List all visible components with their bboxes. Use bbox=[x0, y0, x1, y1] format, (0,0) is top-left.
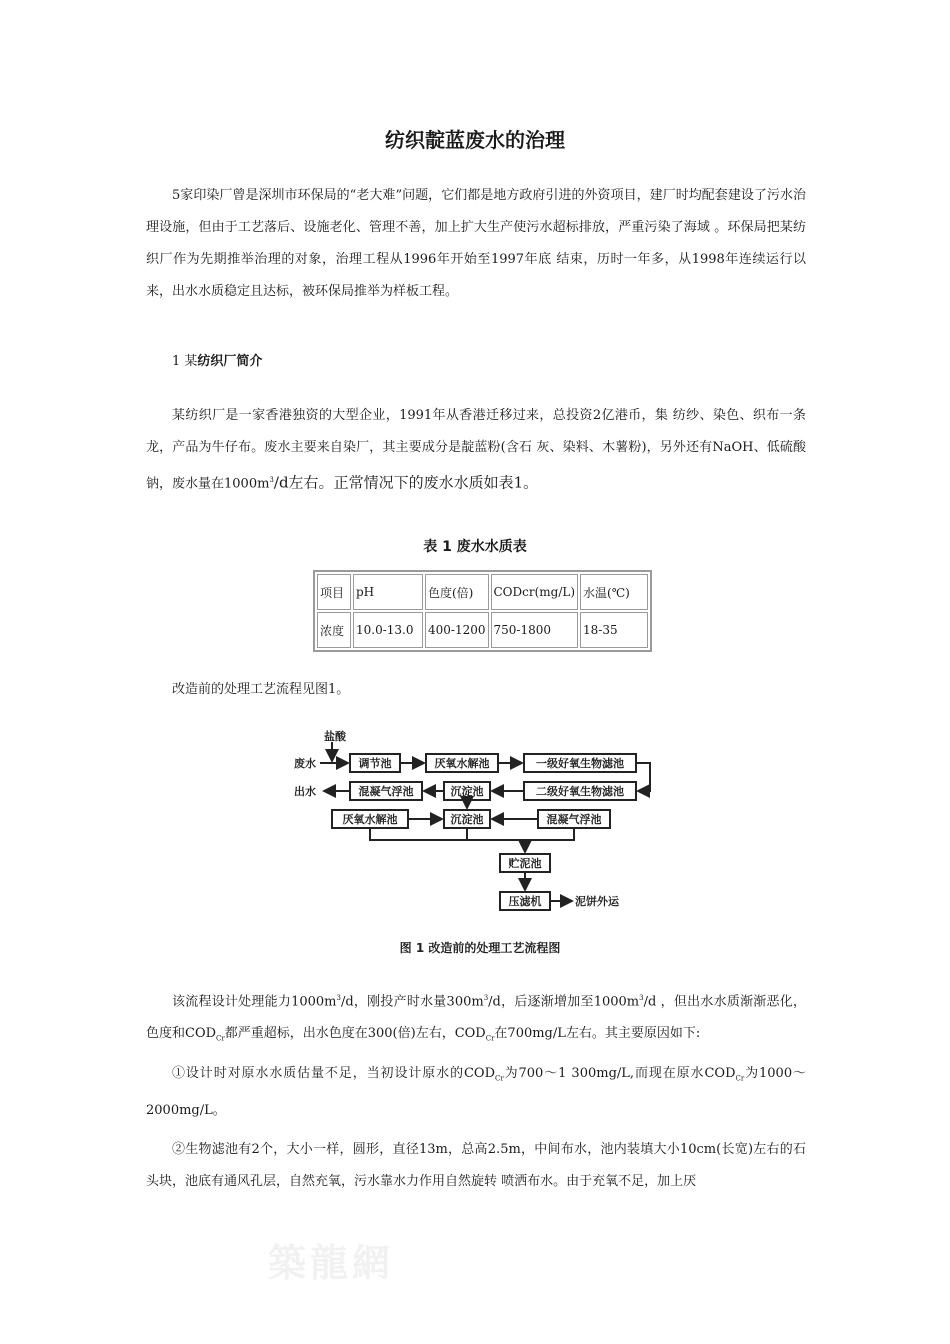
superscript: 3 bbox=[269, 476, 274, 484]
table-cell: 10.0-13.0 bbox=[353, 612, 423, 648]
water-quality-table bbox=[313, 570, 652, 652]
text-run: 为700～1 300mg/L,而现在原水COD bbox=[503, 1066, 736, 1081]
factory-paragraph bbox=[146, 400, 806, 500]
diagram-label: 一级好氧生物滤池 bbox=[536, 757, 624, 770]
diagram-label: 废水 bbox=[294, 757, 316, 770]
table-cell: 400-1200 bbox=[425, 612, 489, 648]
text-run: 都严重超标，出水色度在300(倍)左右，COD bbox=[224, 1026, 486, 1042]
table-cell: CODcr(mg/L) bbox=[491, 574, 579, 610]
superscript: 3 bbox=[639, 994, 644, 1002]
page-title: 纺织靛蓝废水的治理 bbox=[385, 128, 565, 152]
text-run: /d，后逐渐增加至1000m bbox=[488, 994, 640, 1010]
section-number: 1 某 bbox=[172, 354, 198, 369]
table-caption: 表 1 废水水质表 bbox=[423, 539, 527, 555]
section-heading bbox=[172, 350, 262, 374]
table-cell: 浓度 bbox=[317, 612, 351, 648]
text-run: 该流程设计处理能力1000m bbox=[172, 994, 337, 1010]
diagram-label: 厌氧水解池 bbox=[342, 813, 398, 826]
watermark: 築龍網 bbox=[268, 1240, 395, 1285]
process-paragraph-1 bbox=[146, 982, 806, 1055]
text-run: ①设计时对原水水质估量不足，当初设计原水的COD bbox=[172, 1066, 495, 1081]
superscript: 3 bbox=[336, 994, 341, 1002]
factory-text-3: 正常情况下的废水水质如表1。 bbox=[333, 473, 539, 492]
superscript: 3 bbox=[483, 994, 489, 1002]
unit-text: /d bbox=[273, 473, 289, 492]
diagram-label: 混凝气浮池 bbox=[546, 813, 602, 826]
diagram-label: 二级好氧生物滤池 bbox=[536, 785, 624, 798]
process-flow-diagram bbox=[290, 724, 670, 960]
table-cell: 750-1800 bbox=[491, 612, 579, 648]
table-cell: 18-35 bbox=[580, 612, 648, 648]
subscript: Cr bbox=[735, 1074, 745, 1083]
table-cell: 项目 bbox=[317, 574, 351, 610]
diagram-label: 出水 bbox=[294, 785, 316, 798]
section-title: 纺织厂简介 bbox=[197, 354, 263, 369]
diagram-label: 泥饼外运 bbox=[575, 895, 619, 908]
factory-text-2: 左右。 bbox=[288, 473, 334, 492]
table-row bbox=[317, 612, 648, 648]
figure-reference: 改造前的处理工艺流程见图1。 bbox=[172, 682, 350, 697]
table-cell: pH bbox=[353, 574, 423, 610]
table-cell: 水温(℃) bbox=[580, 574, 648, 610]
factory-text: 某纺织厂是一家香港独资的大型企业，1991年从香港迁移过来，总投资2亿港币，集 纺纱、染色、织布一条龙，产品为牛仔布。废水主要来自染厂，其主要成分是靛蓝粉(含石 灰、染料、木薯粉)，另外还有NaOH、低硫酸钠，废水量在1000m bbox=[146, 408, 806, 492]
diagram-label: 沉淀池 bbox=[450, 785, 484, 798]
subscript: Cr bbox=[216, 1034, 225, 1043]
subscript: Cr bbox=[495, 1074, 504, 1083]
diagram-label: 厌氧水解池 bbox=[434, 757, 490, 770]
figure-caption: 图 1 改造前的处理工艺流程图 bbox=[399, 941, 561, 955]
text-run: 在700mg/L左右。其主要原因如下: bbox=[494, 1026, 701, 1042]
diagram-label: 沉淀池 bbox=[450, 813, 484, 826]
diagram-label: 压滤机 bbox=[508, 895, 542, 908]
subscript: Cr bbox=[485, 1034, 495, 1043]
process-paragraph-2 bbox=[146, 1058, 806, 1127]
diagram-label: 贮泥池 bbox=[508, 857, 542, 870]
table-header-row bbox=[317, 574, 648, 610]
text-run: /d ，但出水水质渐渐恶化，色度和COD bbox=[146, 994, 806, 1042]
table-cell: 色度(倍) bbox=[425, 574, 489, 610]
diagram-label: 调节池 bbox=[358, 757, 392, 770]
diagram-label: 盐酸 bbox=[324, 730, 346, 743]
text-run: /d，刚投产时水量300m bbox=[340, 994, 484, 1010]
process-paragraph-3: ②生物滤池有2个，大小一样，圆形，直径13m，总高2.5m，中间布水，池内装填大小10cm(长宽)左右的石头块，池底有通风孔层，自然充氧，污水靠水力作用自然旋转 喷洒布水。由于充氧不足，加上厌 bbox=[146, 1142, 806, 1189]
text-run: 为1000～2000mg/L。 bbox=[146, 1066, 806, 1118]
intro-paragraph: 5家印染厂曾是深圳市环保局的“老大难”问题，它们都是地方政府引进的外资项目，建厂时均配套建设了污水治理设施，但由于工艺落后、设施老化、管理不善，加上扩大生产使污水超标排放，严重污染了海域 。环保局把某纺织厂作为先期推举治理的对象，治理工程从1996年开始至1997年底 结束，历时一年多，从1998年连续运行以来，出水水质稳定且达标，被环保局推举为样板工程。 bbox=[146, 188, 806, 299]
diagram-label: 混凝气浮池 bbox=[358, 785, 414, 798]
